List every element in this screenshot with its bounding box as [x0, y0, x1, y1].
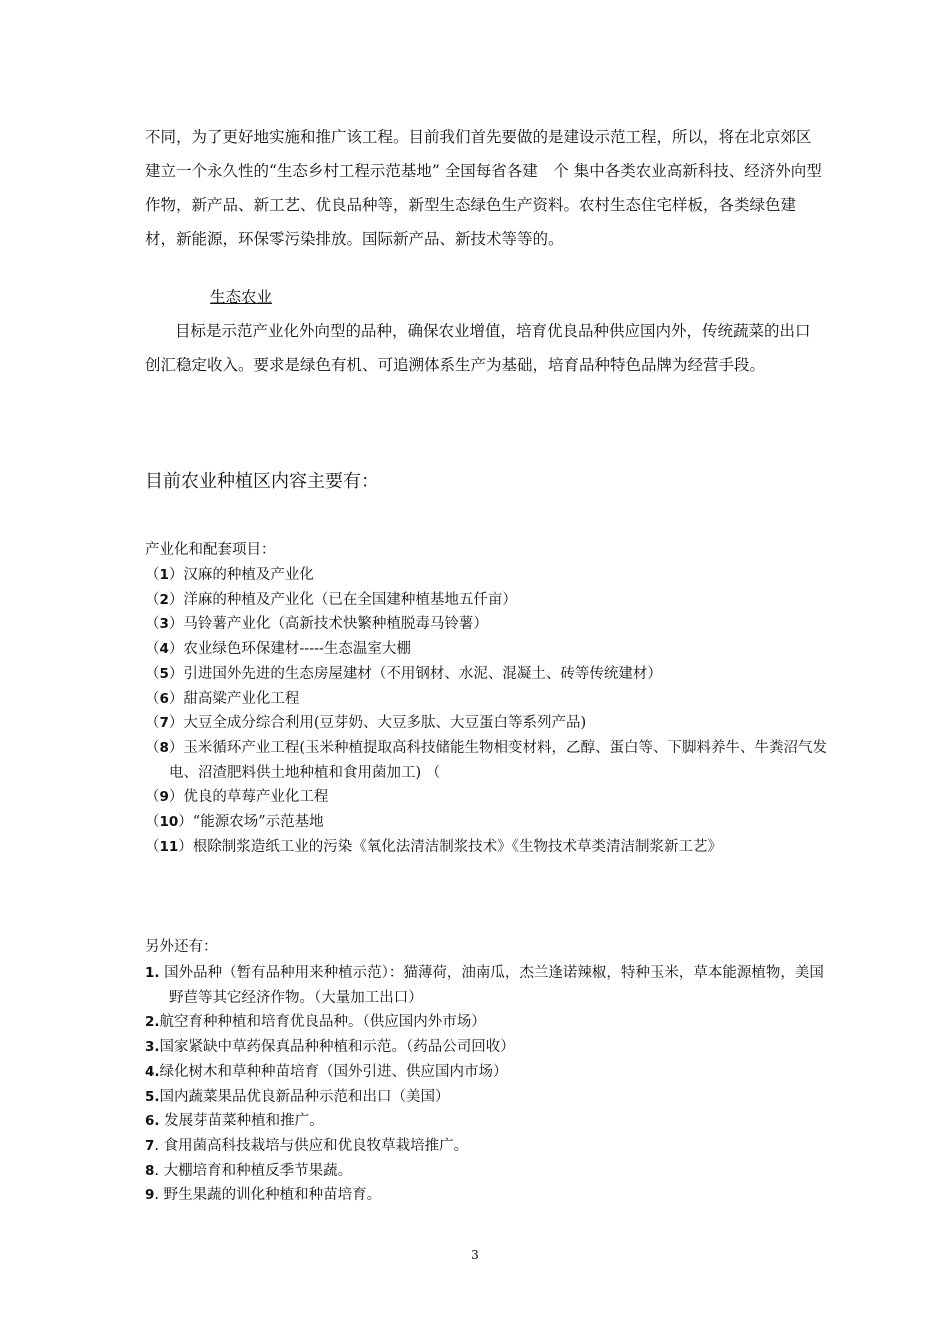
list-item: （9）优良的草莓产业化工程 [145, 789, 329, 806]
list-item [145, 1010, 835, 1035]
item-number: 9 [145, 1187, 155, 1204]
page-number: 3 [471, 1248, 479, 1262]
item-text: 根除制浆造纸工业的污染《氧化法清洁制浆技术》《生物技术草类清洁制浆新工艺》 [192, 838, 723, 855]
list-item [145, 1035, 835, 1060]
item-text: 甜高粱产业化工程 [183, 690, 300, 707]
item-number: 7 [145, 1137, 155, 1154]
item-number: 3. [145, 1039, 160, 1056]
item-number: 1. [145, 965, 160, 981]
item-number: 8 [159, 739, 169, 756]
list-item: （10）“能源农场”示范基地 [145, 814, 324, 831]
item-number: 4. [145, 1063, 160, 1080]
item-number: 11 [159, 838, 179, 855]
eco-agriculture-heading: 生态农业 [210, 288, 273, 306]
list-item [145, 961, 835, 1010]
item-number: 3 [159, 616, 169, 633]
item-text: . 大棚培育和种植反季节果蔬。 [154, 1162, 353, 1179]
item-number: 6 [159, 690, 169, 707]
list-item: （3）马铃薯产业化（高新技术快繁种植脱毒马铃薯） [145, 616, 488, 633]
item-text: “能源农场”示范基地 [192, 814, 324, 831]
item-text: 优良的草莓产业化工程 [183, 789, 329, 806]
list-item [145, 1085, 835, 1110]
list-item: （5）引进国外先进的生态房屋建材（不用钢材、水泥、混凝土、砖等传统建材） [145, 665, 662, 682]
list-item [145, 1060, 835, 1085]
item-text: 国内蔬菜果品优良新品种示范和出口（美国） [159, 1088, 450, 1105]
item-number: 8 [145, 1162, 155, 1179]
item-text: 洋麻的种植及产业化（已在全国建种植基地五仟亩） [183, 591, 517, 608]
list-item: （7）大豆全成分综合利用(豆芽奶、大豆多肽、大豆蛋白等系列产品) [145, 715, 587, 732]
item-text: 国外品种（暂有品种用来种植示范）：猫薄荷，油南瓜，杰兰逢诺辣椒，特种玉米，草本能源植物，美国野苣等其它经济作物。（大量加工出口） [159, 965, 824, 1006]
item-text: 引进国外先进的生态房屋建材（不用钢材、水泥、混凝土、砖等传统建材） [183, 665, 662, 682]
item-text: . 食用菌高科技栽培与供应和优良牧草栽培推广。 [154, 1137, 469, 1154]
list-item [145, 1109, 835, 1134]
projects-list [145, 563, 835, 859]
list-item [145, 1183, 835, 1208]
intro-paragraph: 不同，为了更好地实施和推广该工程。目前我们首先要做的是建设示范工程，所以，将在北京郊区建立一个永久性的“生态乡村工程示范基地” 全国每省各建 个 集中各类农业高新科技、经济外向型作物，新产品、新工艺、优良品种等，新型生态绿色生产资料。农村生态住宅样板，各类绿色建材，新能源，环保零污染排放。国际新产品、新技术等等的。 [145, 128, 822, 248]
item-text: . 野生果蔬的训化种植和种苗培育。 [154, 1187, 382, 1204]
item-text: 发展芽苗菜种植和推广。 [159, 1113, 324, 1130]
item-number: 10 [159, 814, 179, 831]
item-number: 5 [159, 665, 169, 682]
item-text: 国家紧缺中草药保真品种种植和示范。（药品公司回收） [159, 1039, 515, 1056]
list-item: （11）根除制浆造纸工业的污染《氧化法清洁制浆技术》《生物技术草类清洁制浆新工艺》 [145, 838, 723, 855]
item-number: 2. [145, 1014, 160, 1031]
eco-agriculture-paragraph: 目标是示范产业化外向型的品种，确保农业增值，培育优良品种供应国内外，传统蔬菜的出口创汇稳定收入。要求是绿色有机、可追溯体系生产为基础，培育品种特色品牌为经营手段。 [145, 322, 811, 374]
list-item [145, 1134, 835, 1159]
item-number: 4 [159, 641, 169, 658]
item-text: 绿化树木和草种种苗培育（国外引进、供应国内市场） [159, 1063, 508, 1080]
projects-label: 产业化和配套项目： [145, 542, 276, 558]
extras-list [145, 961, 835, 1208]
list-item: （1）汉麻的种植及产业化 [145, 567, 314, 583]
section-title: 目前农业种植区内容主要有： [145, 471, 379, 492]
item-number: 6. [145, 1113, 160, 1130]
item-number: 5. [145, 1088, 160, 1105]
list-item: （2）洋麻的种植及产业化（已在全国建种植基地五仟亩） [145, 591, 517, 608]
list-item [145, 1159, 835, 1184]
item-number: 9 [159, 789, 169, 806]
item-text: 大豆全成分综合利用(豆芽奶、大豆多肽、大豆蛋白等系列产品) [183, 715, 587, 732]
item-text: 农业绿色环保建材-----生态温室大棚 [183, 641, 411, 658]
extras-label: 另外还有： [145, 939, 218, 955]
item-number: 2 [159, 591, 169, 608]
item-number: 7 [159, 715, 169, 732]
list-item: （8）玉米循环产业工程(玉米种植提取高科技储能生物相变材料，乙醇、蛋白等、下脚料养牛、牛粪沼气发电、沼渣肥料供土地种植和食用菌加工) （ [145, 739, 828, 781]
list-item: （4）农业绿色环保建材-----生态温室大棚 [145, 641, 411, 658]
list-item: （6）甜高粱产业化工程 [145, 690, 300, 707]
item-text: 航空育种种植和培育优良品种。（供应国内外市场） [159, 1014, 486, 1031]
item-text: 汉麻的种植及产业化 [183, 567, 314, 583]
item-number: 1 [159, 567, 169, 583]
item-text: 马铃薯产业化（高新技术快繁种植脱毒马铃薯） [183, 616, 488, 633]
item-text: 玉米循环产业工程(玉米种植提取高科技储能生物相变材料，乙醇、蛋白等、下脚料养牛、牛粪沼气发电、沼渣肥料供土地种植和食用菌加工) （ [169, 739, 828, 781]
